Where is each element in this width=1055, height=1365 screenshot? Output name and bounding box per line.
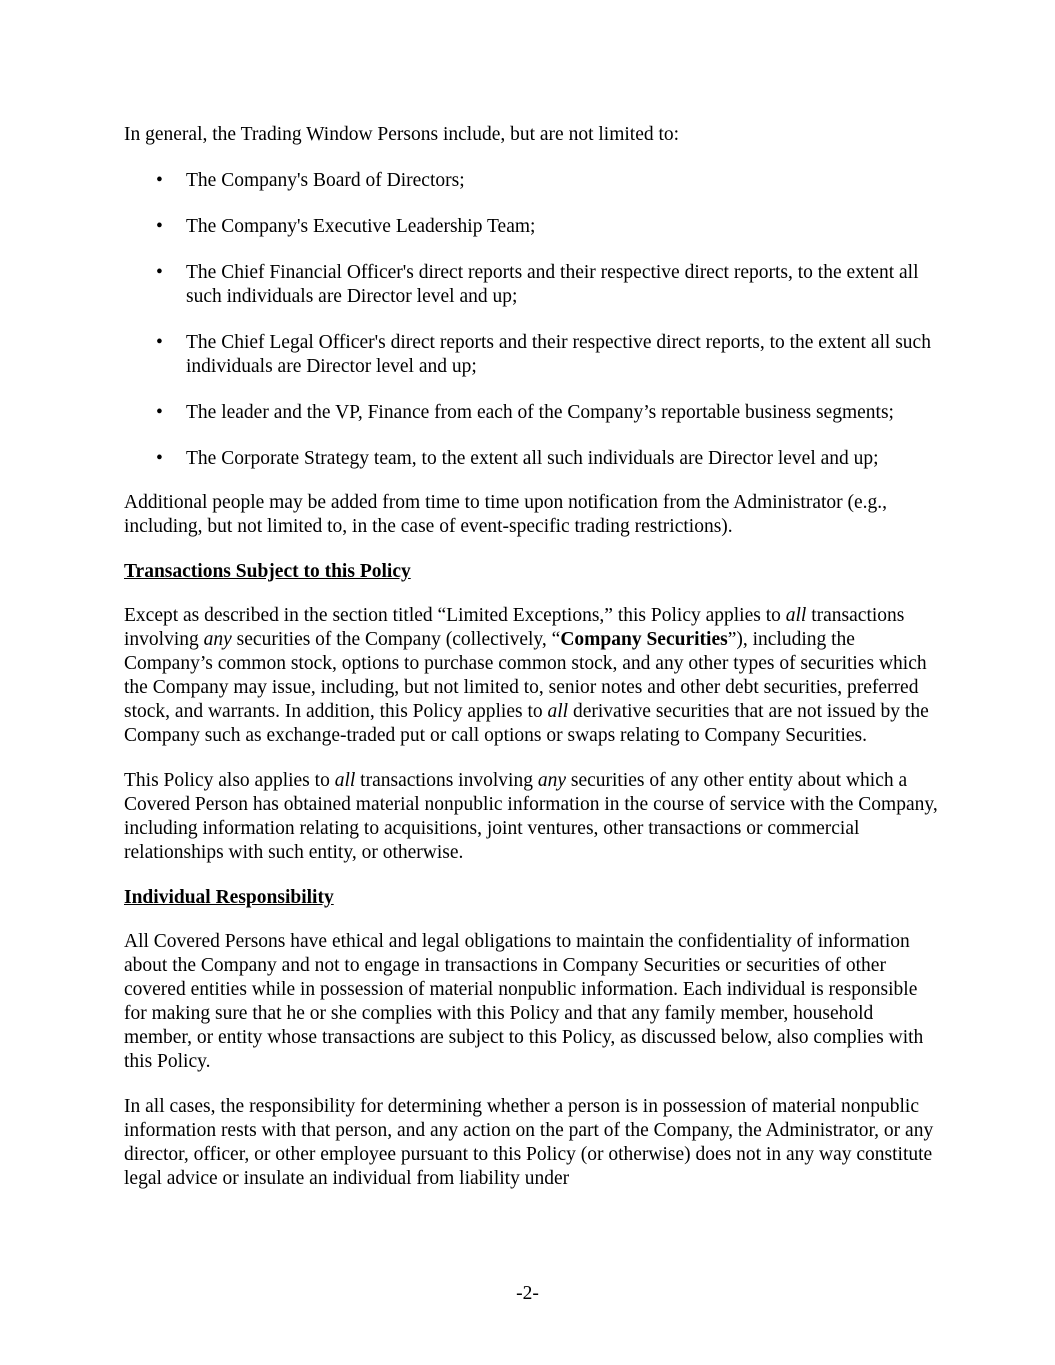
trading-window-persons-list	[124, 169, 944, 471]
list-item: • The Chief Financial Officer's direct reports and their respective direct reports, to the extent all such individuals are Director level and up;	[156, 262, 919, 307]
list-item: • The Company's Executive Leadership Team;	[156, 216, 536, 237]
intro-paragraph: In general, the Trading Window Persons include, but are not limited to:	[124, 124, 680, 145]
responsibility-paragraph-1: All Covered Persons have ethical and legal obligations to maintain the confidentiality of information about the Company and not to engage in transactions in Company Securities or securities of other covered entities while in possession of material nonpublic information. Each individual is responsible for making sure that he or she complies with this Policy and that any family member, household member, or entity whose transactions are subject to this Policy, as discussed below, also complies with this Policy.	[124, 931, 924, 1072]
list-item: • The Chief Legal Officer's direct reports and their respective direct reports, to the extent all such individuals are Director level and up;	[156, 332, 931, 377]
bullet-icon: •	[156, 170, 163, 191]
bullet-icon: •	[156, 448, 163, 469]
page-number: -2-	[516, 1283, 539, 1304]
bullet-icon: •	[156, 216, 163, 237]
bullet-icon: •	[156, 402, 163, 423]
additional-people-paragraph: Additional people may be added from time to time upon notification from the Administrator (e.g., including, but not limited to, in the case of event-specific trading restrictions).	[124, 492, 888, 537]
transactions-paragraph-2: This Policy also applies to all transactions involving any securities of any other entity about which a Covered Person has obtained material nonpublic information in the course of service with the Company, including information relating to acquisitions, joint ventures, other transactions or commercial relationships with such entity, or otherwise.	[124, 770, 938, 863]
section-heading-individual-responsibility: Individual Responsibility	[124, 887, 334, 908]
list-item: • The leader and the VP, Finance from each of the Company’s reportable business segments;	[156, 402, 894, 423]
document-page	[124, 123, 944, 1191]
section-heading-transactions: Transactions Subject to this Policy	[124, 561, 411, 582]
list-item: • The Corporate Strategy team, to the extent all such individuals are Director level and up;	[156, 448, 879, 469]
responsibility-paragraph-2: In all cases, the responsibility for determining whether a person is in possession of material nonpublic information rests with that person, and any action on the part of the Company, the Administrator, or any director, officer, or other employee pursuant to this Policy (or otherwise) does not in any way constitute legal advice or insulate an individual from liability under	[124, 1096, 934, 1189]
bullet-icon: •	[156, 262, 163, 283]
list-item: • The Company's Board of Directors;	[156, 170, 465, 191]
transactions-paragraph-1: Except as described in the section titled “Limited Exceptions,” this Policy applies to all transactions involving any securities of the Company (collectively, “Company Securities”), including the Company’s common stock, options to purchase common stock, and any other types of securities which the Company may issue, including, but not limited to, senior notes and other debt securities, preferred stock, and warrants. In addition, this Policy applies to all derivative securities that are not issued by the Company such as exchange-traded put or call options or swaps relating to Company Securities.	[124, 605, 929, 746]
bullet-icon: •	[156, 332, 163, 353]
